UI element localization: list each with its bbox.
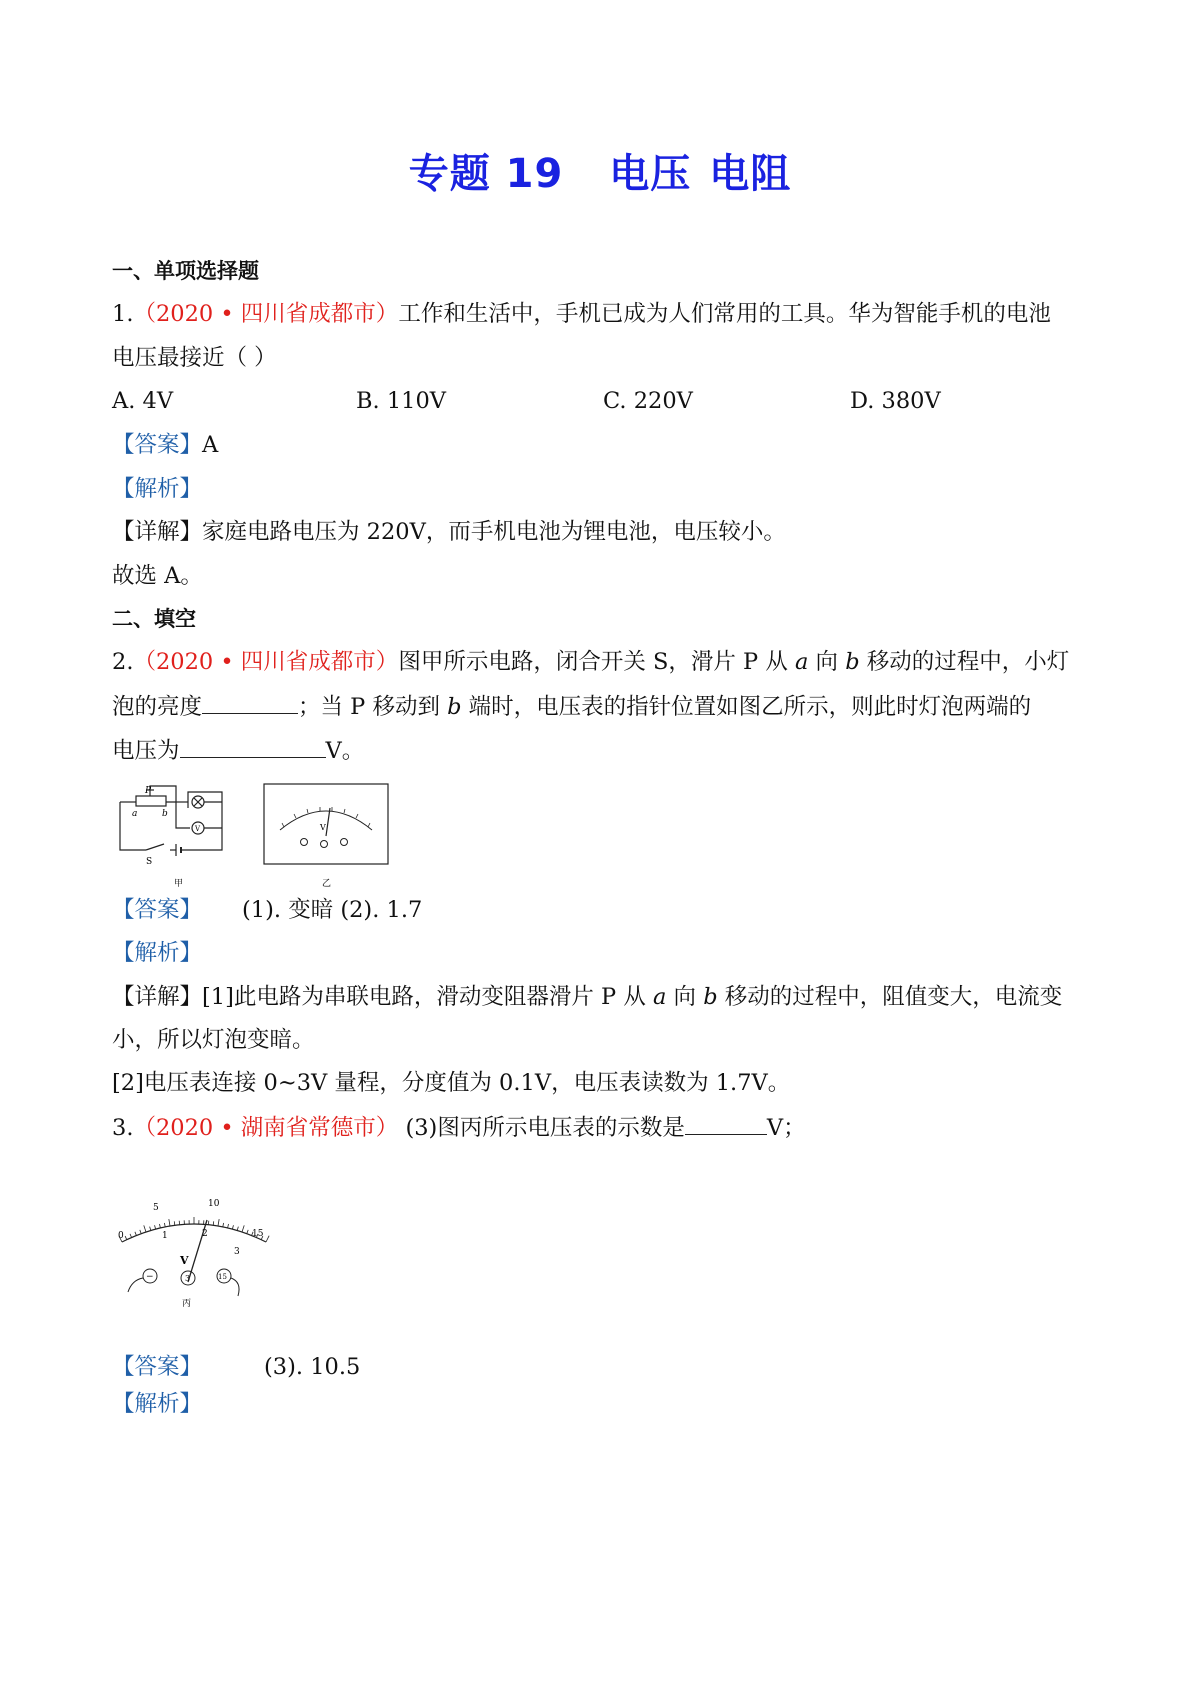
q1-answer <box>112 430 218 460</box>
bing-scale-tick <box>169 1219 170 1226</box>
q2-answer-value: (1). 变暗 (2). 1.7 <box>242 897 423 923</box>
figure-caption-jia: 甲 <box>174 879 184 889</box>
q1-detail <box>112 517 786 547</box>
bing-scale-tick <box>247 1230 248 1234</box>
q3-answer-label: 【答案】 <box>112 1354 203 1380</box>
q2-text-1c: 移动的过程中，小灯 <box>859 649 1070 675</box>
q3-blank[interactable] <box>685 1112 767 1135</box>
circuit-label-v: V <box>195 825 201 833</box>
q2-line-2 <box>112 691 1031 722</box>
bing-scale-tick <box>174 1221 175 1225</box>
section-heading-fill-blank: 二、填空 <box>112 607 196 631</box>
title-part-3: 电阻 <box>709 151 792 197</box>
q1-text-1: 工作和生活中，手机已成为人们常用的工具。华为智能手机的电池 <box>398 301 1051 327</box>
q2-text-2a: 泡的亮度 <box>112 694 203 720</box>
bing-scale-tick <box>125 1236 127 1240</box>
q3-analysis-label: 【解析】 <box>112 1391 203 1417</box>
bing-scale-tick <box>135 1232 136 1236</box>
bing-terminal-minus: − <box>146 1272 154 1282</box>
q1-option-d: D. 380V <box>850 388 941 414</box>
q2-text-1b: 向 <box>808 649 846 675</box>
q1-line-2: 电压最接近（ ） <box>112 345 277 371</box>
q2-line-1 <box>112 647 1069 677</box>
q2-var-b-2: b <box>447 694 462 720</box>
q1-detail-text: 家庭电路电压为 220V，而手机电池为锂电池，电压较小。 <box>202 519 786 545</box>
q3-number: 3. <box>112 1115 134 1141</box>
q2-detail-line-1 <box>112 982 1062 1012</box>
bing-scale-2: 2 <box>202 1229 208 1239</box>
q3-text-b: V； <box>766 1115 806 1141</box>
q2-var-b: b <box>845 649 860 675</box>
bing-scale-3: 3 <box>234 1247 240 1257</box>
q2-answer <box>112 895 422 925</box>
q2-answer-label: 【答案】 <box>112 897 203 923</box>
q1-source: （2020 • 四川省成都市） <box>133 301 399 327</box>
bing-scale-tick <box>144 1225 146 1232</box>
bing-terminal-3: 3 <box>185 1274 191 1283</box>
circuit-label-s: S <box>146 857 153 867</box>
page-title <box>0 142 1200 199</box>
bing-scale-10: 10 <box>208 1199 220 1209</box>
q2-line-3 <box>112 735 364 766</box>
q2-blank-1[interactable] <box>202 691 298 714</box>
q2-detail-line-2: 小，所以灯泡变暗。 <box>112 1027 315 1053</box>
figure-caption-yi: 乙 <box>322 879 332 889</box>
q2-text-3a: 电压为 <box>112 738 180 764</box>
figure-caption-bing: 丙 <box>182 1299 192 1309</box>
q1-option-a: A. 4V <box>112 388 174 414</box>
bing-scale-0: 0 <box>118 1231 124 1241</box>
voltmeter-diagram-yi <box>262 782 392 892</box>
q2-detail-var-a: a <box>652 984 667 1010</box>
q2-var-a: a <box>794 649 809 675</box>
q2-text-1a: 图甲所示电路，闭合开关 S，滑片 P 从 <box>398 649 795 675</box>
q1-answer-label: 【答案】 <box>112 432 203 458</box>
bing-scale-tick <box>164 1223 165 1227</box>
bing-scale-tick <box>266 1236 269 1242</box>
yi-meter-v: V <box>320 823 326 832</box>
q2-detail-1a: [1]此电路为串联电路，滑动变阻器滑片 P 从 <box>202 984 653 1010</box>
q2-detail-1c: 移动的过程中，阻值变大，电流变 <box>717 984 1063 1010</box>
bing-scale-tick <box>228 1224 229 1228</box>
q3-text-a: (3)图丙所示电压表的示数是 <box>398 1115 685 1141</box>
bing-scale-tick <box>213 1221 214 1225</box>
q2-text-3b: V。 <box>325 738 365 764</box>
bing-scale-tick <box>155 1225 156 1229</box>
q3-line-1 <box>112 1112 806 1143</box>
bing-scale-tick <box>218 1219 219 1226</box>
q2-detail-var-b: b <box>703 984 718 1010</box>
circuit-label-a: a <box>132 809 138 819</box>
bing-scale-1: 1 <box>162 1231 168 1241</box>
bing-meter-v: V <box>180 1254 189 1267</box>
q1-conclusion: 故选 A。 <box>112 563 203 589</box>
bing-terminal-15: 15 <box>218 1273 227 1281</box>
title-part-1: 专题 19 <box>408 151 564 197</box>
q3-answer-value: (3). 10.5 <box>264 1354 361 1380</box>
bing-scale-tick <box>140 1230 141 1234</box>
q2-number: 2. <box>112 649 134 675</box>
bing-scale-tick <box>150 1227 151 1231</box>
circuit-label-p: P <box>145 786 152 796</box>
q2-text-2b: ；当 P 移动到 <box>298 694 448 720</box>
q1-analysis-label: 【解析】 <box>112 476 203 502</box>
section-heading-single-choice: 一、单项选择题 <box>112 259 259 283</box>
q2-source: （2020 • 四川省成都市） <box>133 649 399 675</box>
circuit-label-b: b <box>162 809 168 819</box>
q2-analysis-label: 【解析】 <box>112 940 203 966</box>
q2-detail-label: 【详解】 <box>112 984 203 1010</box>
circuit-diagram-jia <box>118 782 240 892</box>
q1-option-c: C. 220V <box>603 388 693 414</box>
q2-detail-1b: 向 <box>666 984 704 1010</box>
q1-detail-label: 【详解】 <box>112 519 203 545</box>
q3-source: （2020 • 湖南省常德市） <box>133 1115 399 1141</box>
q2-text-2c: 端时，电压表的指针位置如图乙所示，则此时灯泡两端的 <box>461 694 1032 720</box>
q1-answer-value: A <box>202 432 219 458</box>
bing-scale-tick <box>130 1234 132 1238</box>
q1-line-1 <box>112 299 1051 329</box>
bing-scale-tick <box>242 1225 244 1232</box>
bing-scale-5: 5 <box>153 1203 159 1213</box>
q3-answer <box>112 1352 360 1382</box>
bing-scale-15: 15 <box>252 1229 264 1239</box>
q1-option-b: B. 110V <box>356 388 447 414</box>
voltmeter-diagram-bing <box>110 1188 290 1310</box>
q2-blank-2[interactable] <box>180 735 326 758</box>
q2-detail-line-3: [2]电压表连接 0~3V 量程，分度值为 0.1V，电压表读数为 1.7V。 <box>112 1070 791 1096</box>
q1-number: 1. <box>112 301 134 327</box>
bing-scale-tick <box>237 1227 238 1231</box>
title-part-2: 电压 <box>609 151 692 197</box>
bing-scale-tick <box>232 1225 233 1229</box>
bing-scale-tick <box>223 1223 224 1227</box>
bing-scale-tick <box>159 1224 160 1228</box>
